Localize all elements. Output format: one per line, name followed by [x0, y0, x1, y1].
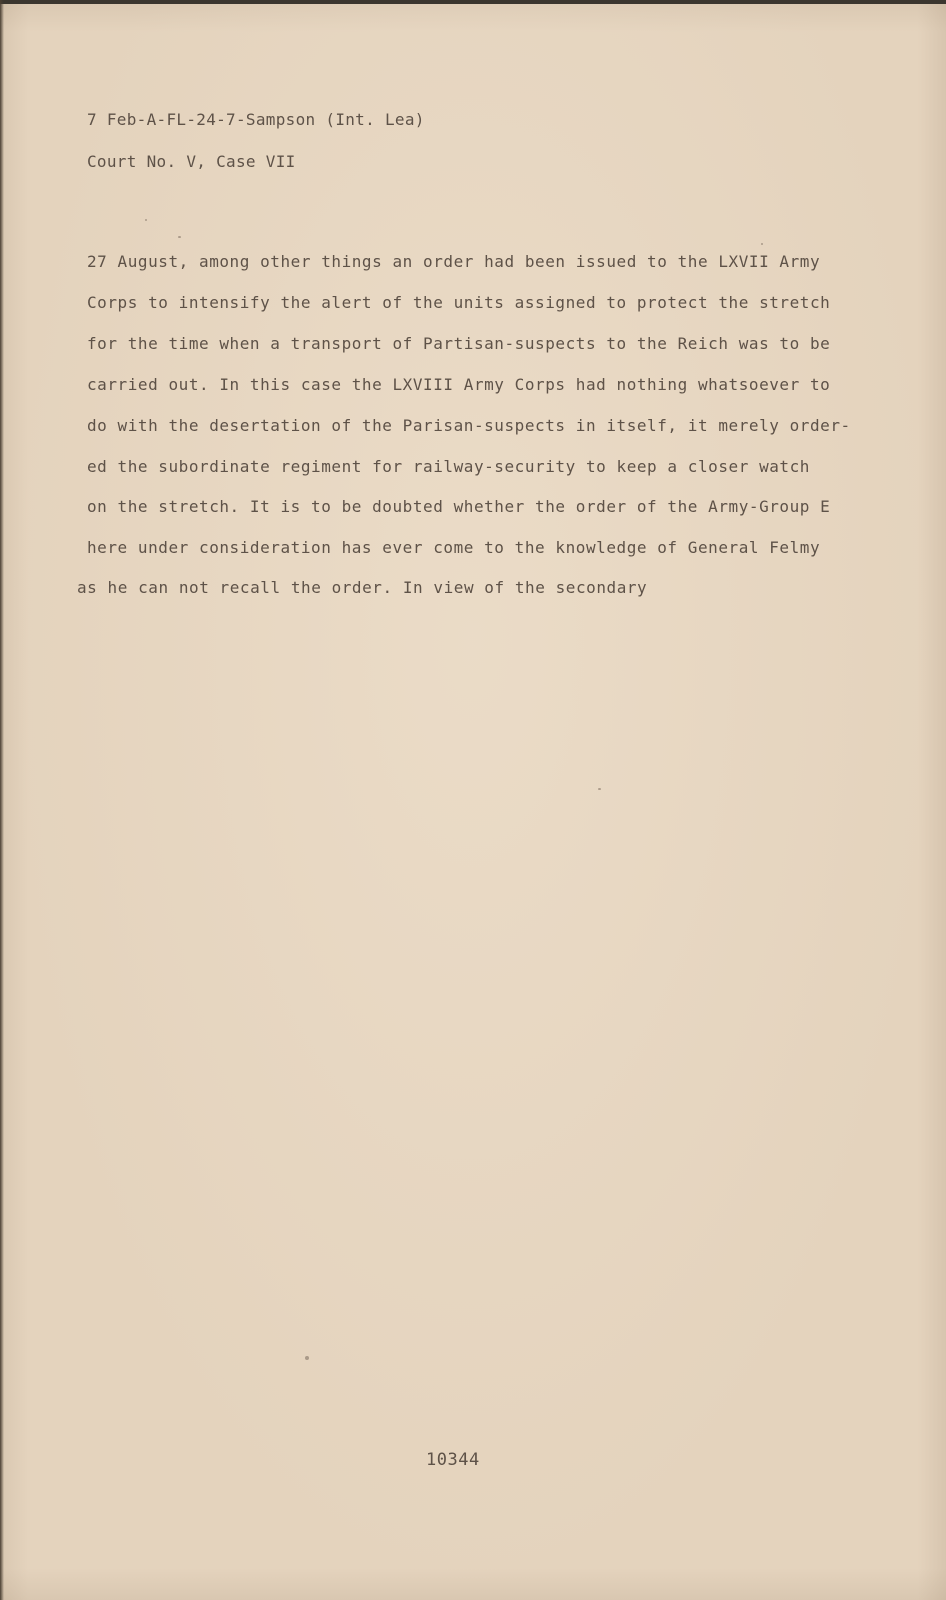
document-header-court: Court No. V, Case VII	[87, 152, 296, 171]
top-scan-edge	[0, 0, 946, 4]
body-line: 27 August, among other things an order had been issued to the LXVII Army	[87, 252, 821, 271]
left-scan-edge	[0, 0, 4, 1600]
page-number: 10344	[426, 1450, 480, 1470]
body-line: Corps to intensify the alert of the units assigned to protect the stretch	[87, 293, 831, 312]
document-header-reference: 7 Feb-A-FL-24-7-Sampson (Int. Lea)	[87, 110, 425, 129]
paper-speck	[761, 243, 763, 245]
body-line: on the stretch. It is to be doubted whether the order of the Army-Group E	[87, 497, 831, 516]
body-line: for the time when a transport of Partisan-suspects to the Reich was to be	[87, 334, 831, 353]
paper-speck	[598, 788, 601, 790]
body-line: do with the desertation of the Parisan-suspects in itself, it merely order-	[87, 416, 851, 435]
body-line: carried out. In this case the LXVIII Army Corps had nothing whatsoever to	[87, 375, 831, 394]
body-line: as he can not recall the order. In view of the secondary	[77, 578, 648, 597]
paper-speck	[305, 1356, 309, 1360]
body-line: here under consideration has ever come to the knowledge of General Felmy	[87, 538, 821, 557]
body-line: ed the subordinate regiment for railway-security to keep a closer watch	[87, 457, 810, 476]
paper-speck	[178, 236, 181, 238]
paper-speck	[145, 219, 147, 221]
